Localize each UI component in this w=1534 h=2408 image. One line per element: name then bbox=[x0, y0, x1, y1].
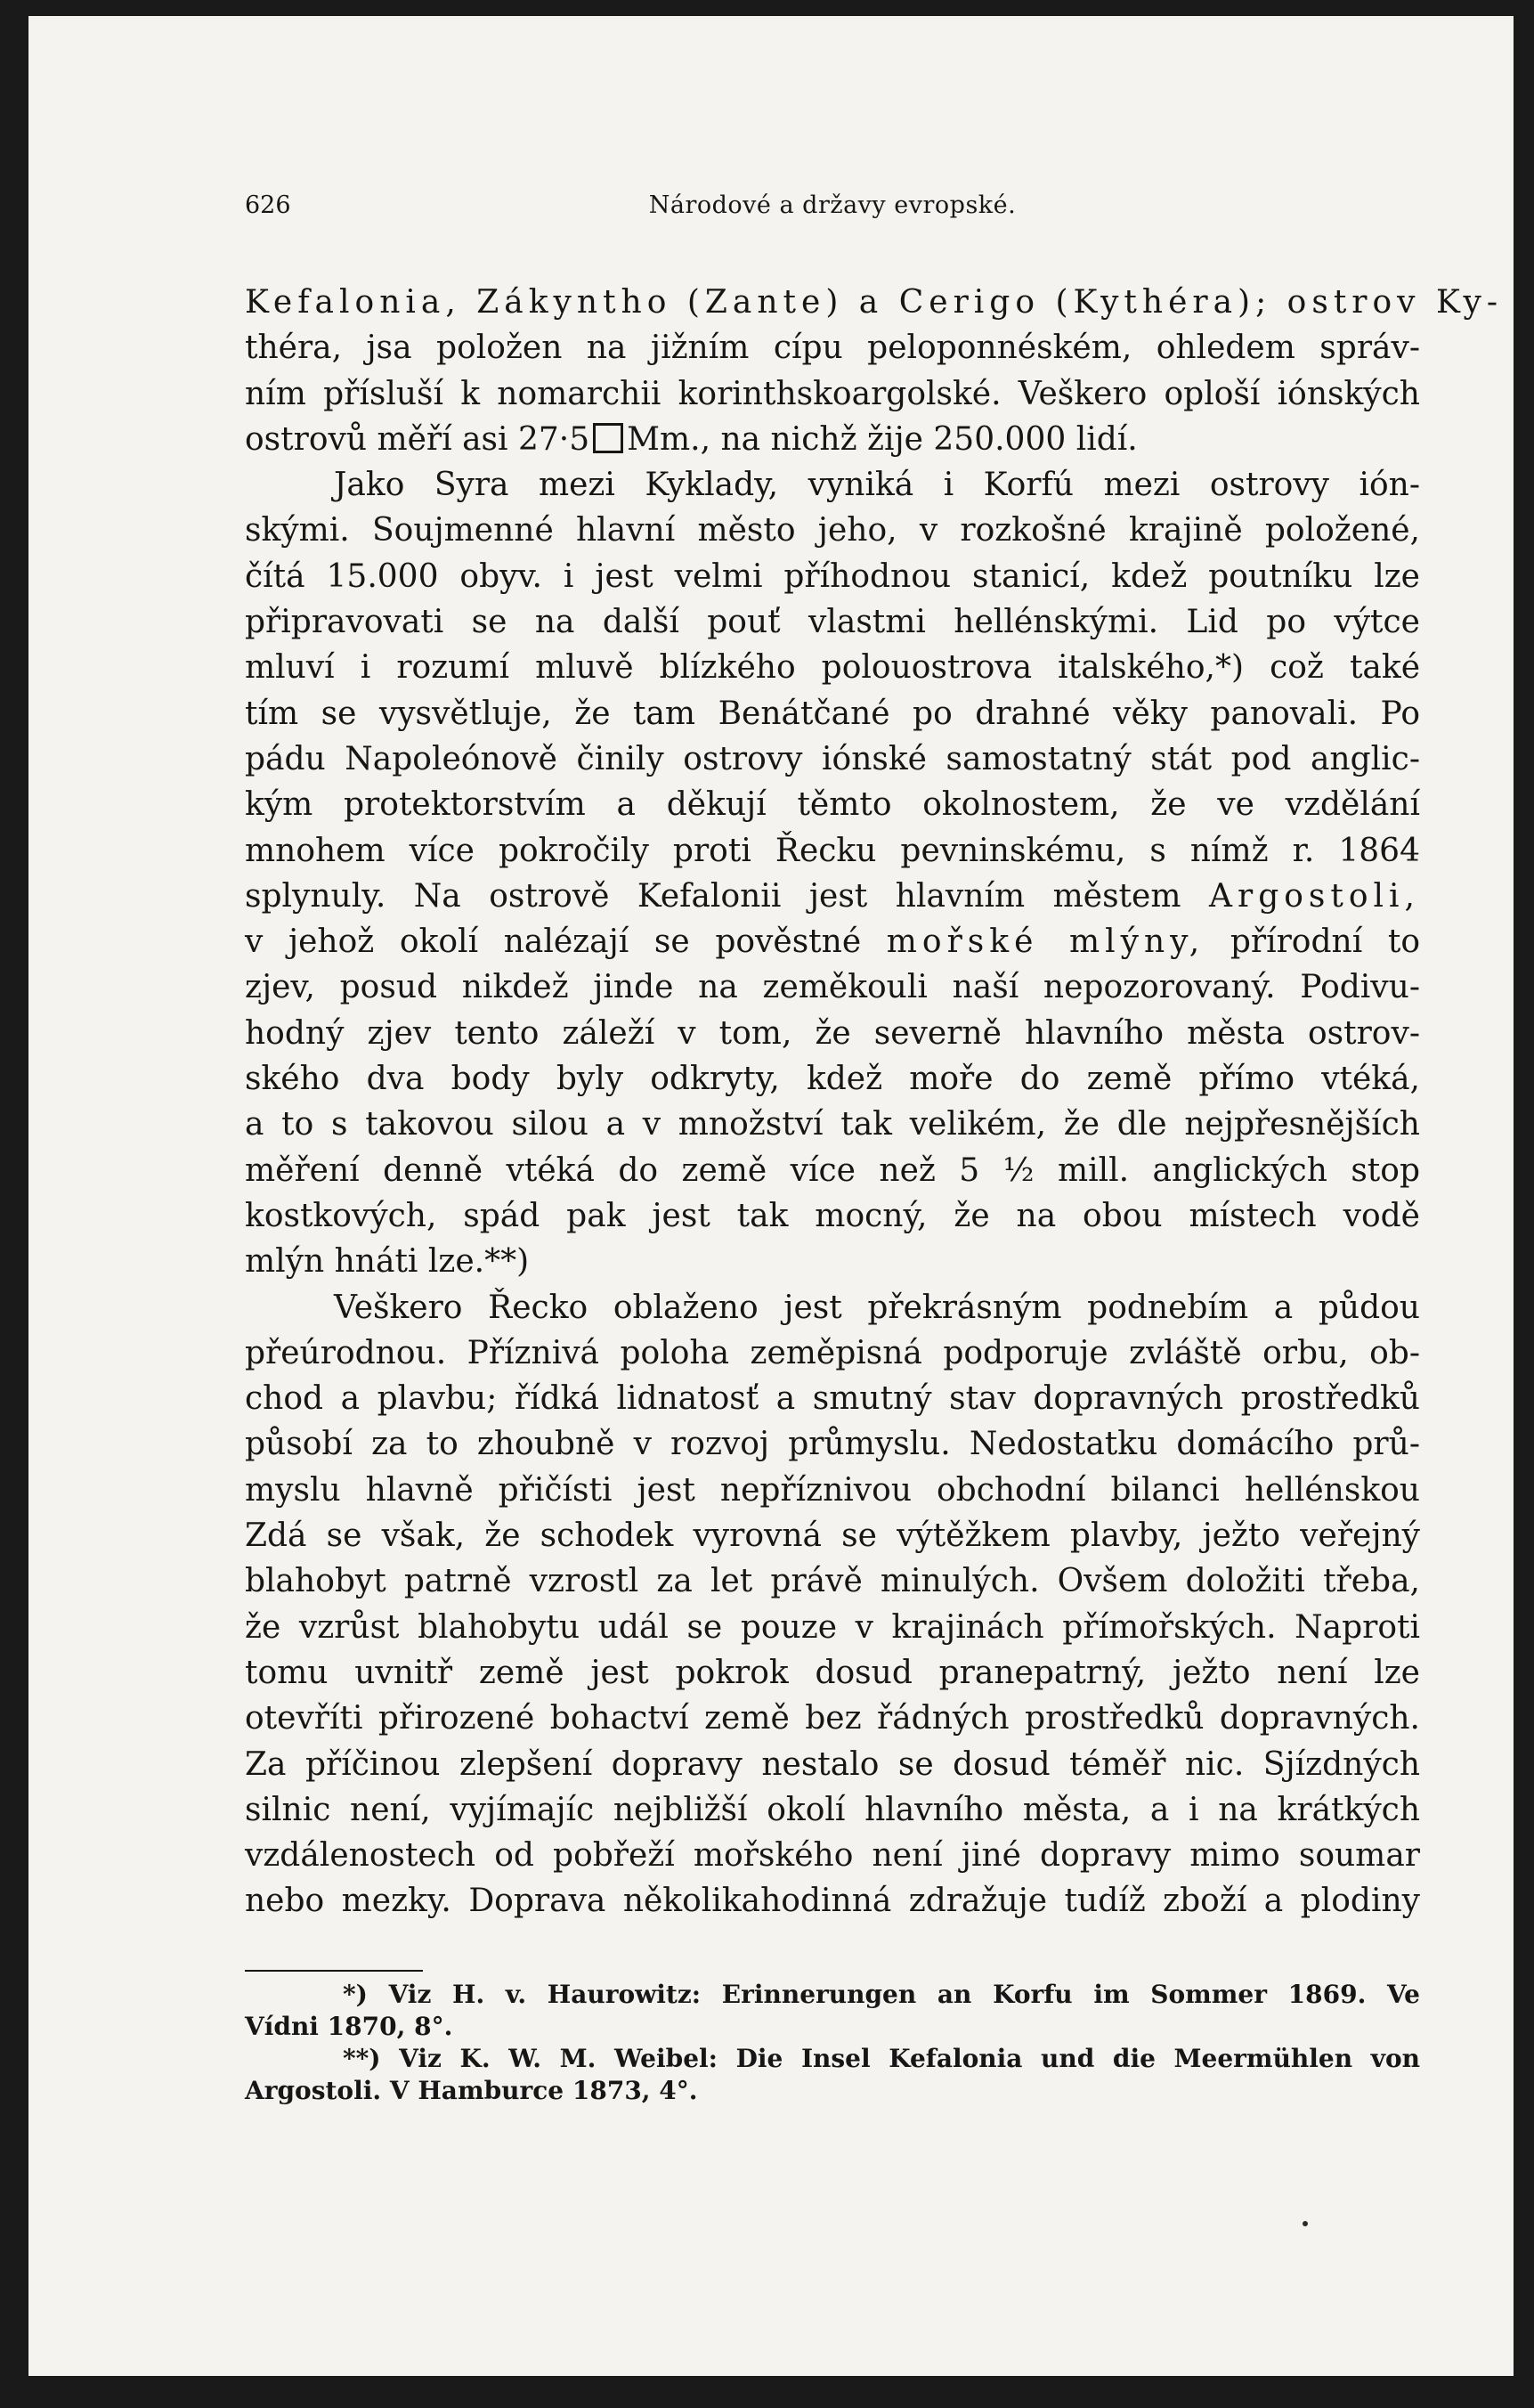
text-line: vzdálenostech od pobřeží mořského není jiné dopravy mimo soumar bbox=[245, 1837, 1420, 1875]
footnote-2-line: **) Viz K. W. M. Weibel: Die Insel Kefalonia und die Meermühlen von bbox=[343, 2044, 1420, 2073]
text-line: myslu hlavně přičísti jest nepříznivou obchodní bilanci hellénskou bbox=[245, 1471, 1420, 1509]
spaced-term: Argostoli, bbox=[1208, 877, 1420, 915]
text-line: mluví i rozumí mluvě blízkého polouostrova italského,*) což také bbox=[245, 649, 1420, 687]
text-line: Za příčinou zlepšení dopravy nestalo se dosud téměř nic. Sjízdných bbox=[245, 1745, 1420, 1783]
text-line: tím se vysvětluje, že tam Benátčané po drahné věky panovali. Po bbox=[245, 695, 1420, 732]
text-line: Jako Syra mezi Kyklady, vyniká i Korfú mezi ostrovy ión- bbox=[334, 467, 1420, 504]
footnote-1-line: Vídni 1870, 8°. bbox=[245, 2012, 453, 2041]
footnotes bbox=[245, 1979, 1420, 2107]
print-speck bbox=[1303, 2221, 1308, 2226]
text-line: mlýn hnáti lze.**) bbox=[245, 1243, 530, 1281]
spaced-term: mořské mlýny, bbox=[886, 923, 1205, 961]
text-line: otevříti přirozené bohactví země bez řádných prostředků dopravných. bbox=[245, 1700, 1420, 1737]
text-line: působí za to zhoubně v rozvoj průmyslu. Nedostatku domácího prů- bbox=[245, 1426, 1420, 1463]
text-line: théra, jsa položen na jižním cípu peloponnéském, ohledem správ- bbox=[245, 329, 1420, 367]
book-page bbox=[28, 16, 1514, 2376]
text-line: tomu uvnitř země jest pokrok dosud pranepatrný, ježto není lze bbox=[245, 1654, 1420, 1691]
text-line: zjev, posud nikdež jinde na zeměkouli naší nepozorovaný. Podivu- bbox=[245, 969, 1420, 1006]
text-line: Veškero Řecko oblaženo jest překrásným podnebím a půdou bbox=[334, 1289, 1420, 1326]
text-line: kostkových, spád pak jest tak mocný, že na obou místech vodě bbox=[245, 1197, 1420, 1234]
text-line: kým protektorstvím a děkují těmto okolnostem, že ve vzdělání bbox=[245, 786, 1420, 824]
text-line: Zdá se však, že schodek vyrovná se výtěžkem plavby, ježto veřejný bbox=[245, 1517, 1420, 1555]
text-line: ním přísluší k nomarchii korinthskoargolské. Veškero oploší iónských bbox=[245, 375, 1420, 412]
footnote-divider bbox=[245, 1970, 423, 1972]
body-text bbox=[245, 280, 1504, 1924]
header-title: Národové a državy evropské. bbox=[648, 191, 1017, 219]
text-line: mnohem více pokročily proti Řecku pevninskému, s nímž r. 1864 bbox=[245, 832, 1420, 869]
text-line: měření denně vtéká do země více než 5 ½ mill. anglických stop bbox=[245, 1151, 1420, 1189]
text-line: hodný zjev tento záleží v tom, že severně hlavního města ostrov- bbox=[245, 1014, 1420, 1052]
text-line: blahobyt patrně vzrostl za let právě minulých. Ovšem doložiti třeba, bbox=[245, 1563, 1420, 1600]
text-line: nebo mezky. Doprava několikahodinná zdražuje tudíž zboží a plodiny bbox=[245, 1883, 1420, 1920]
text-line: v jehož okolí nalézají se pověstné mořské mlýny, přírodní to bbox=[245, 923, 1420, 961]
page-number: 626 bbox=[245, 191, 291, 219]
text-line: pádu Napoleónově činily ostrovy iónské samostatný stát pod anglic- bbox=[245, 740, 1420, 777]
text-line: chod a plavbu; řídká lidnatosť a smutný stav dopravných prostředků bbox=[245, 1380, 1420, 1418]
text-line: přeúrodnou. Příznivá poloha zeměpisná podporuje zvláště orbu, ob- bbox=[245, 1334, 1420, 1371]
text-line: splynuly. Na ostrově Kefalonii jest hlavním městem Argostoli, bbox=[245, 877, 1420, 915]
footnote-2-line: Argostoli. V Hamburce 1873, 4°. bbox=[245, 2076, 698, 2105]
text-line: ostrovů měří asi 27·5 Mm., na nichž žije 250.000 lidí. bbox=[245, 420, 1138, 458]
square-unit-icon bbox=[593, 423, 623, 453]
text-line: Kefalonia, Zákyntho (Zante) a Cerigo (Kythéra); ostrov Ky- bbox=[245, 284, 1504, 321]
running-head bbox=[245, 183, 1420, 228]
text-line: čítá 15.000 obyv. i jest velmi příhodnou stanicí, kdež poutníku lze bbox=[245, 557, 1420, 595]
text-line: ského dva body byly odkryty, kdež moře do země přímo vtéká, bbox=[245, 1061, 1420, 1098]
footnote-1-line: *) Viz H. v. Haurowitz: Erinnerungen an Korfu im Sommer 1869. Ve bbox=[343, 1980, 1420, 2009]
text-line: připravovati se na další pouť vlastmi hellénskými. Lid po výtce bbox=[245, 604, 1420, 641]
text-line: silnic není, vyjímajíc nejbližší okolí hlavního města, a i na krátkých bbox=[245, 1791, 1420, 1828]
text-line: skými. Soujmenné hlavní město jeho, v rozkošné krajině položené, bbox=[245, 512, 1420, 549]
text-line: a to s takovou silou a v množství tak velikém, že dle nejpřesnějších bbox=[245, 1106, 1420, 1143]
text-line: že vzrůst blahobytu udál se pouze v krajinách přímořských. Naproti bbox=[245, 1608, 1420, 1646]
